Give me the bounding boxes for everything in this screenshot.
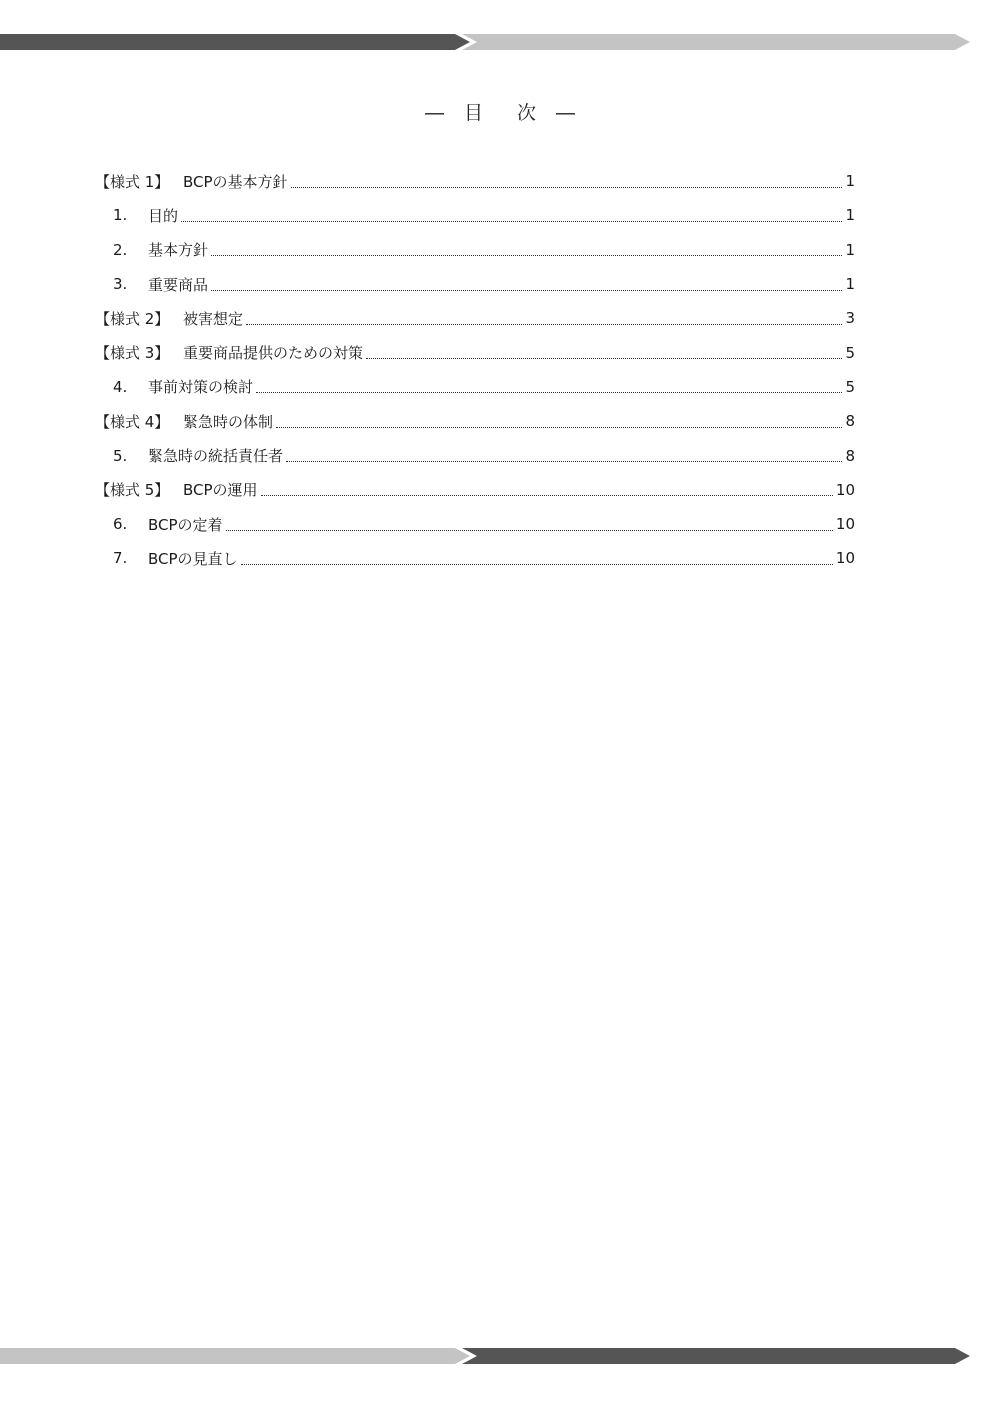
toc-leader-dots <box>241 564 833 565</box>
toc-entry-title: 基本方針 <box>148 241 209 260</box>
toc-entry-item-4[interactable] <box>95 370 855 404</box>
toc-entry-item-6[interactable] <box>95 507 855 541</box>
footer-band-light <box>0 1348 470 1364</box>
toc-entry-page: 5 <box>845 377 855 396</box>
toc-entry-label: 3. <box>113 275 128 294</box>
toc-entry-page: 1 <box>845 275 855 294</box>
footer-band <box>0 1346 1000 1366</box>
toc-entry-label: 【様式 2】 <box>95 309 170 328</box>
toc-leader-dots <box>366 358 842 359</box>
title-char-2: 次 <box>517 102 537 124</box>
toc-entry-item-3[interactable] <box>95 267 855 301</box>
toc-entry-label: 5. <box>113 446 128 465</box>
toc-leader-dots <box>181 221 842 222</box>
toc-entry-page: 1 <box>845 206 855 225</box>
toc-entry-page: 1 <box>845 172 855 191</box>
toc-entry-label: 【様式 5】 <box>95 481 170 500</box>
page-title <box>0 98 1000 125</box>
toc-entry-page: 5 <box>845 343 855 362</box>
toc-entry-title: 事前対策の検討 <box>148 378 254 397</box>
toc-leader-dots <box>256 392 842 393</box>
toc-entry-title: BCPの見直し <box>148 549 238 568</box>
toc-leader-dots <box>226 530 833 531</box>
header-band-dark <box>0 34 470 50</box>
toc-entry-label: 2. <box>113 240 128 259</box>
toc-entry-page: 3 <box>845 309 855 328</box>
header-band-light <box>462 34 970 50</box>
toc-leader-dots <box>286 461 842 462</box>
toc-leader-dots <box>261 495 833 496</box>
footer-band-dark <box>462 1348 970 1364</box>
title-dash-left: ― <box>424 102 444 124</box>
toc-entry-style-3[interactable] <box>95 335 855 369</box>
toc-leader-dots <box>246 324 842 325</box>
toc-leader-dots <box>211 290 842 291</box>
toc-entry-label: 【様式 1】 <box>95 172 170 191</box>
toc-entry-page: 10 <box>835 549 855 568</box>
title-char-1: 目 <box>463 102 483 124</box>
toc-entry-label: 【様式 3】 <box>95 344 170 363</box>
toc-entry-page: 8 <box>845 446 855 465</box>
toc-entry-title: BCPの運用 <box>183 481 258 500</box>
toc-entry-title: 目的 <box>148 206 179 225</box>
toc-entry-page: 10 <box>835 515 855 534</box>
toc-entry-style-4[interactable] <box>95 404 855 438</box>
toc-entry-page: 1 <box>845 240 855 259</box>
toc-entry-label: 7. <box>113 549 128 568</box>
toc-entry-title: 被害想定 <box>183 309 244 328</box>
title-dash-right: ― <box>556 102 576 124</box>
toc-entry-style-2[interactable] <box>95 301 855 335</box>
toc-entry-style-1[interactable] <box>95 164 855 198</box>
toc-entry-label: 1. <box>113 206 128 225</box>
toc-entry-label: 6. <box>113 515 128 534</box>
toc-entry-title: 緊急時の統括責任者 <box>148 447 284 466</box>
toc-entry-label: 4. <box>113 377 128 396</box>
toc-entry-title: 重要商品提供のための対策 <box>183 344 364 363</box>
toc-entry-label: 【様式 4】 <box>95 412 170 431</box>
toc-entry-style-5[interactable] <box>95 473 855 507</box>
toc-entry-page: 8 <box>845 412 855 431</box>
toc-leader-dots <box>276 427 842 428</box>
header-band <box>0 32 1000 52</box>
toc-entry-title: BCPの定着 <box>148 515 223 534</box>
toc-entry-title: 緊急時の体制 <box>183 412 274 431</box>
toc-entry-item-5[interactable] <box>95 438 855 472</box>
toc-entry-title: 重要商品 <box>148 275 209 294</box>
toc-leader-dots <box>211 255 842 256</box>
table-of-contents <box>95 164 855 576</box>
toc-entry-item-2[interactable] <box>95 233 855 267</box>
toc-entry-title: BCPの基本方針 <box>183 172 288 191</box>
toc-entry-page: 10 <box>835 480 855 499</box>
toc-leader-dots <box>291 187 843 188</box>
toc-entry-item-1[interactable] <box>95 198 855 232</box>
toc-entry-item-7[interactable] <box>95 541 855 575</box>
